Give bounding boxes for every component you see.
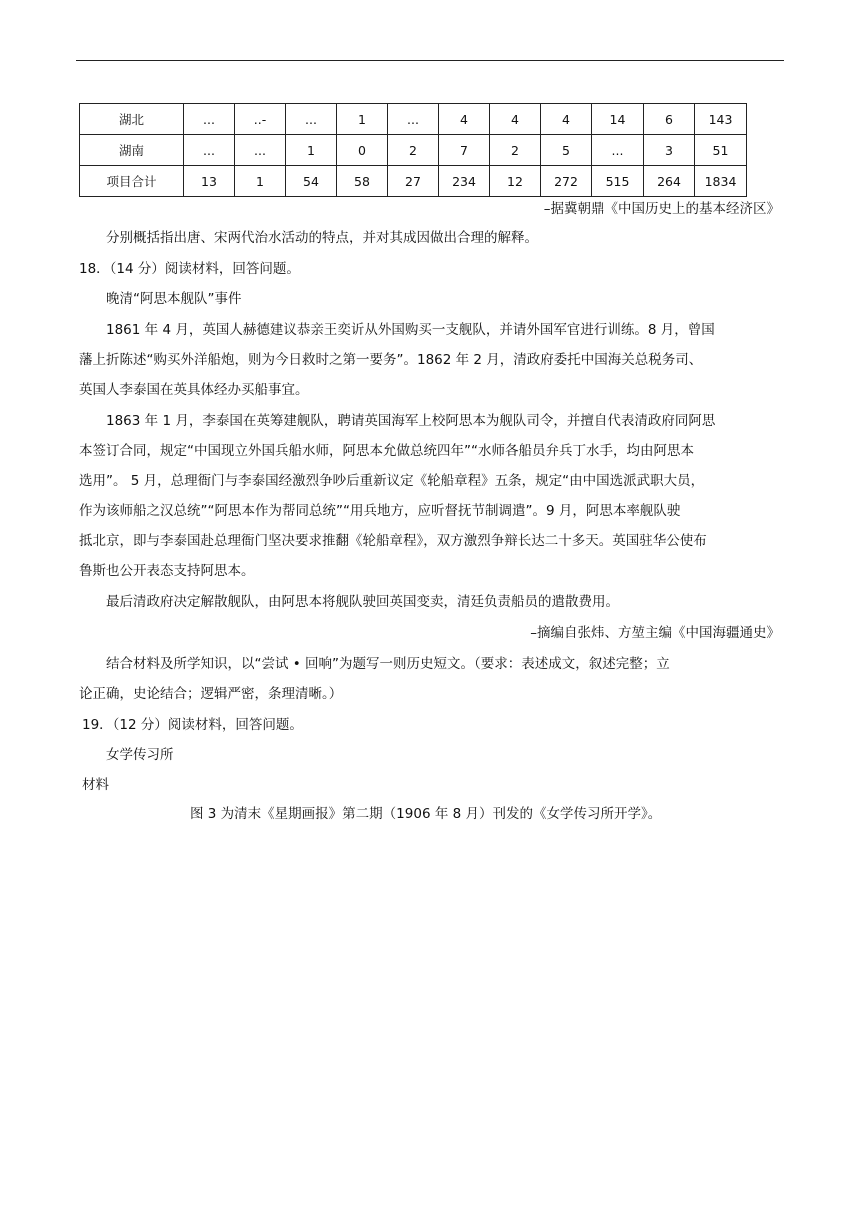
q17-prompt: 分别概括指出唐、宋两代治水活动的特点，并对其成因做出合理的解释。 xyxy=(106,230,538,246)
q18-heading: 18．（14 分）阅读材料，回答问题。 xyxy=(79,261,300,277)
q18-para1-line3: 英国人李泰国在英具体经办买船事宜。 xyxy=(79,382,309,398)
table-cell: ... xyxy=(388,104,439,135)
table-cell: 27 xyxy=(388,166,439,197)
table-cell: 1 xyxy=(286,135,337,166)
q18-para1-line2: 藩上折陈述“购买外洋船炮，则为今日救时之第一要务”。1862 年 2 月，清政府委托中国海关总税务司、 xyxy=(79,352,703,368)
q18-para2-line1: 1863 年 1 月，李泰国在英筹建舰队，聘请英国海军上校阿思本为舰队司令，并擅自代表清政府同阿思 xyxy=(106,413,716,429)
table-row xyxy=(80,135,747,166)
table-cell: 7 xyxy=(439,135,490,166)
q18-para1-line1: 1861 年 4 月，英国人赫德建议恭亲王奕䜣从外国购买一支舰队，并请外国军官进行训练。8 月，曾国 xyxy=(106,322,715,338)
table-row xyxy=(80,166,747,197)
q18-para2-line2: 本签订合同，规定“中国现立外国兵船水师，阿思本允做总统四年”“水师各船员弁兵丁水手，均由阿思本 xyxy=(79,443,694,459)
table-cell: ... xyxy=(592,135,644,166)
table-cell: 2 xyxy=(388,135,439,166)
table-cell: ... xyxy=(184,135,235,166)
table-cell: 54 xyxy=(286,166,337,197)
table-cell: 515 xyxy=(592,166,644,197)
q18-task-line2: 论正确，史论结合；逻辑严密，条理清晰。） xyxy=(79,686,343,702)
table-cell: 58 xyxy=(337,166,388,197)
table-cell: ... xyxy=(286,104,337,135)
statistics-table xyxy=(79,103,747,197)
table-cell: 2 xyxy=(490,135,541,166)
row-label: 湖北 xyxy=(80,104,184,135)
table-cell: 14 xyxy=(592,104,644,135)
q18-task-line1: 结合材料及所学知识，以“尝试 • 回响”为题写一则历史短文。（要求：表述成文，叙述完整；立 xyxy=(106,656,670,672)
table-cell: 4 xyxy=(439,104,490,135)
table-cell: 264 xyxy=(644,166,695,197)
table-row xyxy=(80,104,747,135)
q19-heading: 19．（12 分）阅读材料，回答问题。 xyxy=(82,717,303,733)
row-label: 项目合计 xyxy=(80,166,184,197)
table-cell: 1 xyxy=(235,166,286,197)
row-label: 湖南 xyxy=(80,135,184,166)
q18-para2-line6: 鲁斯也公开表态支持阿思本。 xyxy=(79,563,255,579)
table-cell: 4 xyxy=(541,104,592,135)
table-cell: 6 xyxy=(644,104,695,135)
table-cell: 12 xyxy=(490,166,541,197)
table-cell: 1 xyxy=(337,104,388,135)
q18-source: –摘编自张炜、方堃主编《中国海疆通史》 xyxy=(530,625,780,641)
table-cell: 272 xyxy=(541,166,592,197)
q19-material-label: 材料 xyxy=(82,777,109,793)
header-rule xyxy=(76,60,784,61)
q18-para2-line3: 选用”。 5 月，总理衙门与李泰国经激烈争吵后重新议定《轮船章程》五条，规定“由中国选派武职大员， xyxy=(79,473,705,489)
table-cell: 51 xyxy=(695,135,747,166)
table-cell: 3 xyxy=(644,135,695,166)
table-cell: 234 xyxy=(439,166,490,197)
q18-para2-line4: 作为该师船之汉总统”“阿思本作为帮同总统”“用兵地方，应听督抚节制调遣”。9 月，阿思本率舰队驶 xyxy=(79,503,681,519)
table-cell: 13 xyxy=(184,166,235,197)
q18-title: 晚清“阿思本舰队”事件 xyxy=(106,291,242,307)
q18-para3: 最后清政府决定解散舰队，由阿思本将舰队驶回英国变卖，清廷负责船员的遣散费用。 xyxy=(106,594,619,610)
table-source: –据冀朝鼎《中国历史上的基本经济区》 xyxy=(543,201,780,217)
table-cell: ..- xyxy=(235,104,286,135)
q18-para2-line5: 抵北京，即与李泰国赴总理衙门坚决要求推翻《轮船章程》，双方激烈争辩长达二十多天。英国驻华公使布 xyxy=(79,533,707,549)
table-cell: 4 xyxy=(490,104,541,135)
table-cell: 0 xyxy=(337,135,388,166)
table-cell: 5 xyxy=(541,135,592,166)
q19-title: 女学传习所 xyxy=(106,747,174,763)
table-cell: ... xyxy=(184,104,235,135)
table-cell: 1834 xyxy=(695,166,747,197)
q19-figure-caption: 图 3 为清末《星期画报》第二期（1906 年 8 月）刊发的《女学传习所开学》。 xyxy=(190,806,662,822)
table-cell: 143 xyxy=(695,104,747,135)
table-cell: ... xyxy=(235,135,286,166)
